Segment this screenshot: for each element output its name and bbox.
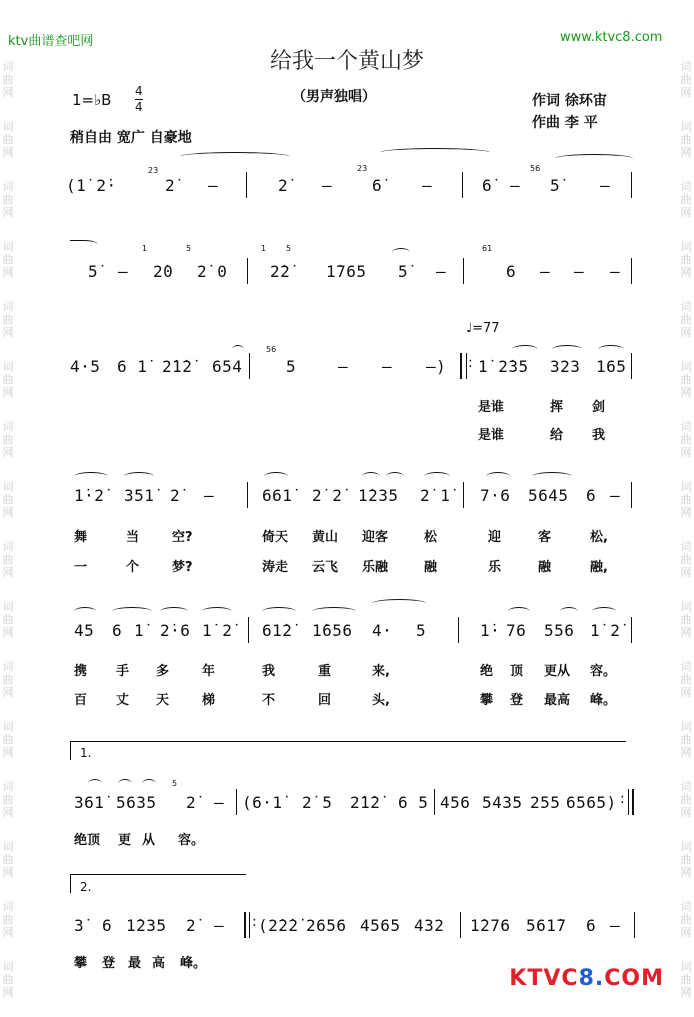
lyric: 松 [424,530,438,545]
dash: – [382,357,393,376]
tempo-marking: 稍自由 宽广 自豪地 [70,130,192,146]
lyric: 个 [126,560,140,575]
slur [262,607,296,616]
slur [88,779,102,788]
note: 1̇ 2̇ [202,621,233,640]
site-name-left: ktv曲谱查吧网 [8,34,94,49]
lyric: 剑 [592,400,606,415]
lyric: 一 [74,560,88,575]
side-watermark-text: 词 曲 网 [2,420,14,459]
side-watermark-text: 词 曲 网 [2,480,14,519]
volta-label-2: 2. [80,880,92,894]
lyric: 迎 [488,530,502,545]
dash: – [436,262,447,281]
note: 4565 [360,916,401,935]
lyric: 天 [156,693,170,708]
side-watermark-text: 词 曲 网 [680,60,692,99]
barline [246,172,247,198]
slur [380,148,490,157]
note: 2̇ [165,176,176,195]
note: 6̇ [482,176,493,195]
side-watermark-text: 词 曲 网 [680,900,692,939]
lyric: 手 [116,664,130,679]
dash: – [610,916,621,935]
lyric: 登 [102,956,116,971]
side-watermark-text: 词 曲 网 [2,900,14,939]
note: 556 [544,621,575,640]
note: 2̇ 2̇ [312,486,343,505]
slur [74,607,96,616]
slur [112,607,152,616]
slur [74,472,108,481]
dash: – [204,486,215,505]
slur [592,607,616,616]
dash: – [422,176,433,195]
note: 6565) [566,793,617,812]
side-watermark-text: 词 曲 网 [2,720,14,759]
lyric: 登 [510,693,524,708]
note: 7·6 [480,486,511,505]
side-watermark-text: 词 曲 网 [680,780,692,819]
time-signature-top: 4 [135,84,143,98]
lyricist: 作词 徐环宙 [532,93,607,109]
note: 2̇ 1̇ [420,486,451,505]
slur [232,345,244,354]
slur [392,248,410,257]
slur [598,345,624,354]
lyric: 回 [318,693,332,708]
note: 2̇ [170,486,181,505]
note: 6 [586,916,597,935]
voice-type: （男声独唱） [292,89,376,105]
note: 165 [596,357,627,376]
repeat-dots: : [252,914,257,930]
note: 4·5 [70,357,101,376]
composer: 作曲 李 平 [532,115,598,131]
barline [249,912,250,938]
barline [460,353,462,379]
lyric: 我 [262,664,276,679]
note: 5635 [116,793,157,812]
barline [248,617,249,643]
slur [180,152,290,161]
note: 2̇ [186,916,197,935]
note: 45 [74,621,95,640]
note: 661̇ [262,486,293,505]
note: 2̇0 [153,262,174,281]
lyric: 更 [118,833,132,848]
slur [362,472,380,481]
lyric: 挥 [550,400,564,415]
barline [462,172,463,198]
dash: – [510,176,521,195]
barline [628,789,629,815]
slur [202,607,232,616]
lyric: 我 [592,428,606,443]
grace-note: 5 [186,244,192,253]
grace-note: 1 [142,244,148,253]
lyric: 是谁 [478,428,505,443]
lyric: 峰。 [180,956,207,971]
lyric: 倚天 [262,530,289,545]
slur [142,779,156,788]
lyric: 融 [424,560,438,575]
side-watermark-text: 词 曲 网 [2,540,14,579]
lyric: 攀 [480,693,494,708]
dash: – [214,916,225,935]
lyric: 攀 [74,956,88,971]
barline [631,258,632,284]
note: 6 [112,621,123,640]
note: 2̇ 0 [197,262,228,281]
note: 1̇235 [126,916,167,935]
side-watermark-text: 词 曲 网 [2,60,14,99]
note: 1̇ [134,621,145,640]
lyric: 乐融 [362,560,389,575]
lyric: 乐 [488,560,502,575]
slur [264,472,288,481]
side-watermark-text: 词 曲 网 [2,120,14,159]
slur [118,779,132,788]
lyric: 绝 [480,664,494,679]
side-watermark-text: 词 曲 网 [680,120,692,159]
note: 1̇656 [312,621,353,640]
note: (6·1̇ [242,793,283,812]
lyric: 从 [142,833,156,848]
volta-bracket-1 [70,741,626,760]
side-watermark-text: 词 曲 网 [680,600,692,639]
side-watermark-text: 词 曲 网 [2,180,14,219]
slur [160,607,188,616]
dash: – [338,357,349,376]
lyric: 黄山 [312,530,339,545]
repeat-dots: : [468,355,473,371]
metronome-mark: ♩=77 [466,321,500,336]
grace-note: 56 [266,345,277,354]
note: 654 [212,357,243,376]
lyric: 融 [538,560,552,575]
site-url-right: www.ktvc8.com [560,30,663,45]
grace-note: 1 [261,244,267,253]
slur [486,472,510,481]
lyric: 当 [126,530,140,545]
dash: – [118,262,129,281]
note: 2̇ 5 [302,793,333,812]
note: 5̇ [550,176,561,195]
barline [631,617,632,643]
barline [458,617,459,643]
note: 1̇ 2̇35 [478,357,529,376]
dash: – [610,486,621,505]
lyric: 最高 [544,693,571,708]
barline [247,482,248,508]
lyric: 绝顶 [74,833,101,848]
note: 1̇ 2̇ [590,621,621,640]
barline [631,482,632,508]
barline [244,912,246,938]
barline [632,789,634,815]
slur [372,599,426,608]
barline [247,258,248,284]
lyric: 年 [202,664,216,679]
dash: – [540,262,551,281]
slur [508,607,530,616]
side-watermark-text: 词 曲 网 [680,540,692,579]
slur [560,607,578,616]
barline [466,353,467,379]
grace-note: 5 [286,244,292,253]
lyric: 云飞 [312,560,339,575]
note: 1̇·2̇ [74,486,105,505]
barline [631,172,632,198]
side-watermark-text: 词 曲 网 [680,240,692,279]
dash: – [214,793,225,812]
lyric: 松, [590,530,608,545]
lyric: 迎客 [362,530,389,545]
barline [463,482,464,508]
lyric: 容。 [178,833,205,848]
barline [460,912,461,938]
side-watermark-text: 词 曲 网 [680,180,692,219]
volta-bracket-2 [70,874,246,893]
side-watermark-text: 词 曲 网 [680,360,692,399]
note: 4· [372,621,393,640]
note: 1̇· [480,621,501,640]
lyric: 丈 [116,693,130,708]
note: 2̇·6 [160,621,191,640]
side-watermark-text: 词 曲 网 [680,480,692,519]
side-watermark-text: 词 曲 网 [2,660,14,699]
barline [634,912,635,938]
note: 61̇2̇ [262,621,293,640]
note: 2656 [306,916,347,935]
lyric: 更从 [544,664,571,679]
slur [70,240,98,249]
lyric: 空? [172,530,193,545]
side-watermark-text: 词 曲 网 [2,600,14,639]
note: 255 [530,793,561,812]
barline [249,353,250,379]
note: 6̇ [372,176,383,195]
note: 2̇1̇2̇ [162,357,193,376]
grace-note: 5 [172,779,178,788]
slur [312,607,356,616]
note: 1̇765 [326,262,367,281]
note: 361̇ [74,793,105,812]
slur [512,345,538,354]
side-watermark-text: 词 曲 网 [680,720,692,759]
note: 5645 [528,486,569,505]
lyric: 客 [538,530,552,545]
dash: – [208,176,219,195]
note: 5435 [482,793,523,812]
lyric: 重 [318,664,332,679]
volta-label-1: 1. [80,746,92,760]
lyric: 是谁 [478,400,505,415]
side-watermark-text: 词 曲 网 [2,360,14,399]
note: 323 [550,357,581,376]
ktvc8-logo [509,966,664,991]
note: 6 1̇ [117,357,148,376]
barline [434,789,435,815]
dash: –) [426,357,447,376]
side-watermark-text: 词 曲 网 [2,240,14,279]
note: 6 [102,916,113,935]
grace-note: 23 [357,164,368,173]
side-watermark-text: 词 曲 网 [2,960,14,999]
lyric: 梦? [172,560,193,575]
note: 1̇276 [470,916,511,935]
side-watermark-text: 词 曲 网 [680,300,692,339]
lyric: 容。 [590,664,617,679]
side-watermark-text: 词 曲 网 [680,660,692,699]
note: 5̇ [88,262,99,281]
dash: – [610,262,621,281]
side-watermark-text: 词 曲 网 [2,780,14,819]
barline [463,258,464,284]
lyric: 来, [372,664,390,679]
lyric: 多 [156,664,170,679]
slur [424,472,450,481]
barline [631,353,632,379]
note: (1̇ 2̇· [66,176,117,195]
note: 561̇7 [526,916,567,935]
note: 6 5 [398,793,429,812]
lyric: 高 [152,956,166,971]
side-watermark-text: 词 曲 网 [2,840,14,879]
note: 5̇ [398,262,409,281]
note: 2̇1̇2̇ [350,793,381,812]
side-watermark-text: 词 曲 网 [680,420,692,459]
note: 6 [506,262,517,281]
grace-note: 23 [148,166,159,175]
note: 1̇235 [358,486,399,505]
dash: – [322,176,333,195]
lyric: 舞 [74,530,88,545]
barline [236,789,237,815]
note: 76 [506,621,527,640]
side-watermark-text: 词 曲 网 [680,960,692,999]
lyric: 梯 [202,693,216,708]
dash: – [574,262,585,281]
note: 3̇ [74,916,85,935]
lyric: 不 [262,693,276,708]
lyric: 头, [372,693,390,708]
note: 2̇2̇ [270,262,291,281]
time-signature-bottom: 4 [135,100,143,114]
note: 2̇ [278,176,289,195]
slur [555,154,633,163]
slur [124,472,154,481]
note: 5 [286,357,297,376]
side-watermark-text: 词 曲 网 [2,300,14,339]
slur [532,472,572,481]
page-title: 给我一个黄山梦 [269,49,424,74]
logo-text: KTVC8.COM [509,966,664,991]
lyric: 给 [550,428,564,443]
lyric: 携 [74,664,88,679]
grace-note: 61 [482,244,493,253]
lyric: 最 [128,956,142,971]
dash: – [600,176,611,195]
lyric: 顶 [510,664,524,679]
lyric: 峰。 [590,693,617,708]
slur [386,472,404,481]
lyric: 涛走 [262,560,289,575]
note: 6 [586,486,597,505]
note: 456 [440,793,471,812]
lyric: 融, [590,560,608,575]
note: (2̇2̇2̇ [258,916,299,935]
grace-note: 56 [530,164,541,173]
side-watermark-text: 词 曲 网 [680,840,692,879]
key-signature: 1=♭B [72,91,112,109]
note: 432 [414,916,445,935]
slur [552,345,582,354]
lyric: 百 [74,693,88,708]
note: 5 [416,621,427,640]
note: 2̇ [186,793,197,812]
repeat-dots: : [620,791,625,807]
note: 351̇ [124,486,155,505]
